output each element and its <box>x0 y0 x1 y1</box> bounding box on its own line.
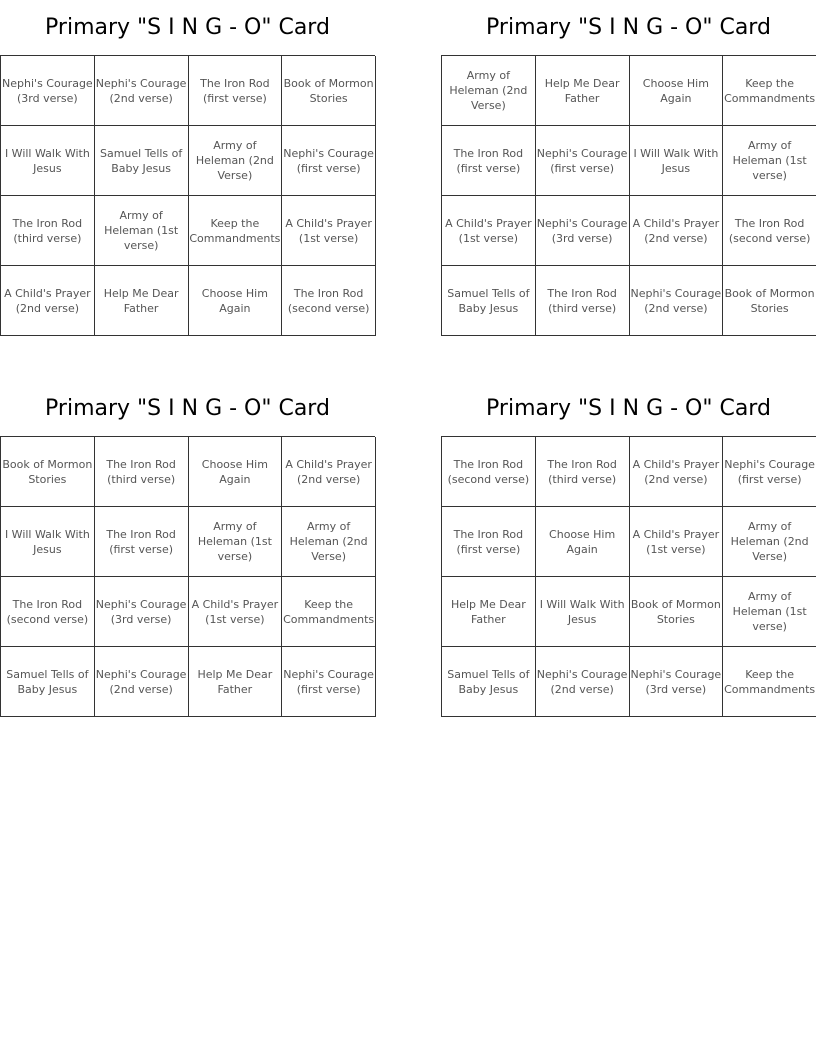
bingo-cell: A Child's Prayer (1st verse) <box>189 577 283 647</box>
card-title: Primary "S I N G - O" Card <box>45 396 330 421</box>
bingo-cell: Nephi's Courage (2nd verse) <box>95 647 189 717</box>
bingo-cell: Choose Him Again <box>189 437 283 507</box>
card-title: Primary "S I N G - O" Card <box>486 396 771 421</box>
bingo-cell: I Will Walk With Jesus <box>536 577 630 647</box>
bingo-cell: Army of Heleman (1st verse) <box>723 577 816 647</box>
bingo-cell: I Will Walk With Jesus <box>1 126 95 196</box>
bingo-cell: The Iron Rod (first verse) <box>442 507 536 577</box>
bingo-cell: Keep the Commandments <box>723 56 816 126</box>
bingo-cell: Army of Heleman (2nd Verse) <box>282 507 376 577</box>
bingo-cell: Keep the Commandments <box>282 577 376 647</box>
bingo-grid <box>0 436 375 717</box>
bingo-cell: The Iron Rod (second verse) <box>1 577 95 647</box>
card-title: Primary "S I N G - O" Card <box>45 15 330 40</box>
bingo-cell: The Iron Rod (third verse) <box>536 266 630 336</box>
bingo-cell: Army of Heleman (2nd Verse) <box>723 507 816 577</box>
bingo-card-1 <box>0 0 375 336</box>
bingo-cell: Nephi's Courage (3rd verse) <box>1 56 95 126</box>
bingo-cell: Nephi's Courage (first verse) <box>536 126 630 196</box>
bingo-cell: Choose Him Again <box>630 56 724 126</box>
bingo-cell: Keep the Commandments <box>723 647 816 717</box>
bingo-cell: Choose Him Again <box>536 507 630 577</box>
bingo-cell: A Child's Prayer (1st verse) <box>282 196 376 266</box>
bingo-cell: Nephi's Courage (first verse) <box>723 437 816 507</box>
bingo-cell: The Iron Rod (second verse) <box>442 437 536 507</box>
bingo-cell: The Iron Rod (first verse) <box>189 56 283 126</box>
bingo-cell: A Child's Prayer (2nd verse) <box>630 196 724 266</box>
bingo-cell: Help Me Dear Father <box>442 577 536 647</box>
card-title: Primary "S I N G - O" Card <box>486 15 771 40</box>
bingo-cell: Samuel Tells of Baby Jesus <box>442 647 536 717</box>
bingo-card-4 <box>441 381 816 717</box>
bingo-cell: Samuel Tells of Baby Jesus <box>442 266 536 336</box>
bingo-cell: Keep the Commandments <box>189 196 283 266</box>
bingo-cell: A Child's Prayer (2nd verse) <box>630 437 724 507</box>
bingo-cell: The Iron Rod (first verse) <box>442 126 536 196</box>
bingo-card-3 <box>0 381 375 717</box>
bingo-cell: Samuel Tells of Baby Jesus <box>95 126 189 196</box>
bingo-cell: Nephi's Courage (3rd verse) <box>95 577 189 647</box>
bingo-cell: A Child's Prayer (2nd verse) <box>282 437 376 507</box>
bingo-cell: The Iron Rod (third verse) <box>95 437 189 507</box>
bingo-cell: Army of Heleman (1st verse) <box>95 196 189 266</box>
bingo-cell: The Iron Rod (third verse) <box>1 196 95 266</box>
bingo-cell: Book of Mormon Stories <box>723 266 816 336</box>
bingo-cell: Help Me Dear Father <box>95 266 189 336</box>
bingo-cell: Samuel Tells of Baby Jesus <box>1 647 95 717</box>
bingo-cell: A Child's Prayer (1st verse) <box>442 196 536 266</box>
bingo-cell: Nephi's Courage (2nd verse) <box>536 647 630 717</box>
bingo-cell: Book of Mormon Stories <box>630 577 724 647</box>
bingo-cell: Nephi's Courage (2nd verse) <box>630 266 724 336</box>
bingo-cell: Book of Mormon Stories <box>1 437 95 507</box>
bingo-cell: A Child's Prayer (1st verse) <box>630 507 724 577</box>
bingo-cell: Choose Him Again <box>189 266 283 336</box>
bingo-cell: I Will Walk With Jesus <box>1 507 95 577</box>
bingo-cell: Army of Heleman (2nd Verse) <box>442 56 536 126</box>
bingo-cell: Army of Heleman (1st verse) <box>189 507 283 577</box>
bingo-card-2 <box>441 0 816 336</box>
bingo-cell: Help Me Dear Father <box>189 647 283 717</box>
bingo-grid <box>441 436 816 717</box>
bingo-cell: Nephi's Courage (first verse) <box>282 647 376 717</box>
bingo-cell: I Will Walk With Jesus <box>630 126 724 196</box>
bingo-cell: Army of Heleman (2nd Verse) <box>189 126 283 196</box>
bingo-grid <box>0 55 375 336</box>
bingo-cell: Nephi's Courage (3rd verse) <box>536 196 630 266</box>
bingo-grid <box>441 55 816 336</box>
bingo-cell: Nephi's Courage (3rd verse) <box>630 647 724 717</box>
bingo-cell: Army of Heleman (1st verse) <box>723 126 816 196</box>
bingo-cell: Help Me Dear Father <box>536 56 630 126</box>
bingo-cell: Book of Mormon Stories <box>282 56 376 126</box>
bingo-cell: A Child's Prayer (2nd verse) <box>1 266 95 336</box>
bingo-cell: Nephi's Courage (2nd verse) <box>95 56 189 126</box>
bingo-cell: The Iron Rod (second verse) <box>723 196 816 266</box>
bingo-cell: The Iron Rod (third verse) <box>536 437 630 507</box>
bingo-cell: The Iron Rod (second verse) <box>282 266 376 336</box>
bingo-cell: Nephi's Courage (first verse) <box>282 126 376 196</box>
bingo-cell: The Iron Rod (first verse) <box>95 507 189 577</box>
